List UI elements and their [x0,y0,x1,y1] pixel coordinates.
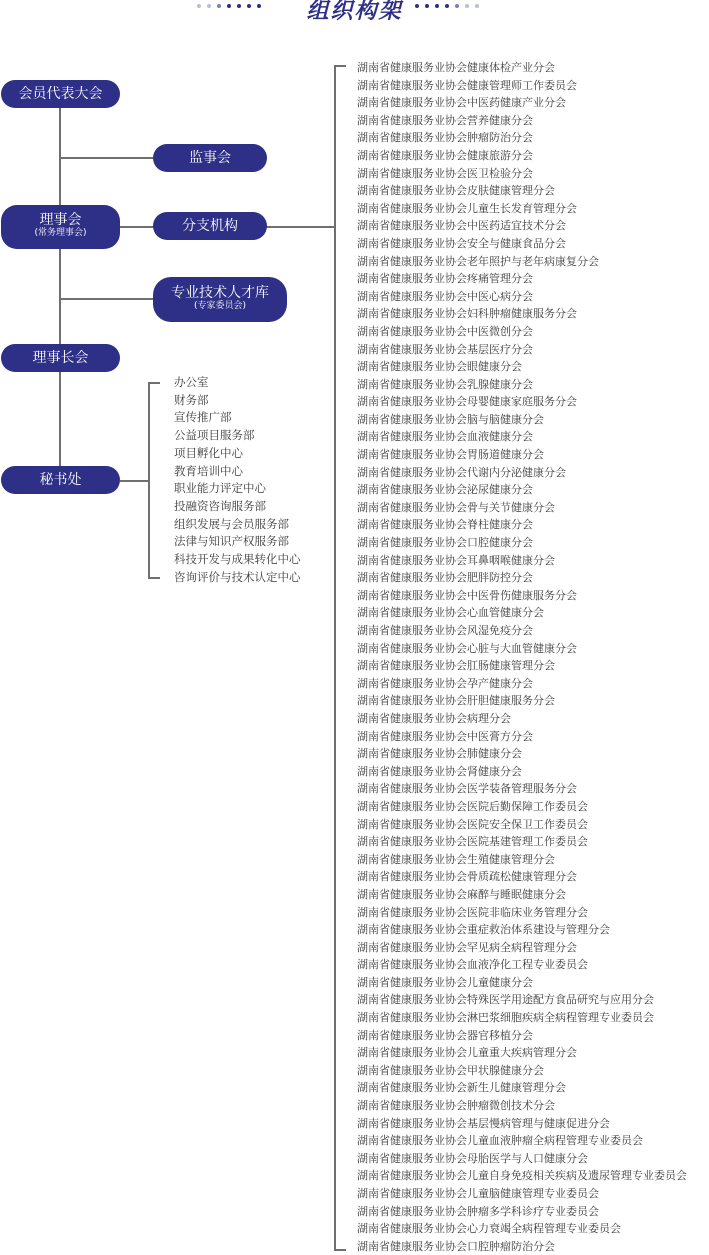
branch-organization-list [357,59,687,1255]
branch-item: 湖南省健康服务业协会脊柱健康分会 [357,518,533,532]
department-item: 职业能力评定中心 [174,481,266,496]
department-item: 办公室 [174,375,209,389]
branch-item: 湖南省健康服务业协会淋巴浆细胞疾病全病程管理专业委员会 [357,1011,654,1025]
branches-label: 分支机构 [182,218,238,234]
council-label: 理事会 [39,212,82,228]
branch-item: 湖南省健康服务业协会疼痛管理分会 [357,272,533,286]
talent-pool-sublabel: (专家委员会) [193,301,247,311]
department-item: 投融资咨询服务部 [174,498,266,513]
connector-talent-pool [59,298,154,300]
branch-item: 湖南省健康服务业协会健康体检产业分会 [357,61,555,74]
page-title: 组织构架 [306,0,403,24]
secretariat-bracket [148,382,150,578]
branch-item: 湖南省健康服务业协会中医心病分会 [357,289,533,303]
branch-item: 湖南省健康服务业协会耳鼻咽喉健康分会 [357,553,555,567]
branch-item: 湖南省健康服务业协会中医药适宜技术分会 [357,219,566,233]
branch-item: 湖南省健康服务业协会中医膏方分会 [357,729,533,743]
branch-item: 湖南省健康服务业协会肿瘤微创技术分会 [357,1099,555,1113]
connector-secretariat [120,480,149,482]
branch-item: 湖南省健康服务业协会泌尿健康分会 [357,483,533,497]
branch-item: 湖南省健康服务业协会特殊医学用途配方食品研究与应用分会 [357,993,654,1007]
secretariat-node [1,466,120,494]
branch-bracket-top [334,65,346,67]
council-sublabel: (常务理事会) [34,228,87,238]
branch-item: 湖南省健康服务业协会儿童脑健康管理专业委员会 [357,1187,599,1200]
branch-item: 湖南省健康服务业协会肛肠健康管理分会 [357,659,555,673]
branch-item: 湖南省健康服务业协会心力衰竭全病程管理专业委员会 [357,1222,621,1236]
branch-item: 湖南省健康服务业协会血液健康分会 [357,430,533,444]
title-bar [0,0,709,26]
chairman-meeting-node [1,344,120,372]
branch-item: 湖南省健康服务业协会肥胖防控分会 [357,571,533,585]
branch-item: 湖南省健康服务业协会胃肠道健康分会 [357,448,544,462]
branch-item: 湖南省健康服务业协会中医微创分会 [357,324,533,338]
branch-item: 湖南省健康服务业协会皮肤健康管理分会 [357,184,555,198]
department-item: 公益项目服务部 [174,428,255,443]
branch-item: 湖南省健康服务业协会妇科肿瘤健康服务分会 [357,307,577,321]
branch-item: 湖南省健康服务业协会母胎医学与人口健康分会 [357,1151,588,1165]
branch-item: 湖南省健康服务业协会口腔健康分会 [357,536,533,550]
secretariat-bracket-top [148,382,160,384]
branch-item: 湖南省健康服务业协会老年照护与老年病康复分会 [357,254,599,268]
secretariat-bracket-bottom [148,577,160,579]
branch-item: 湖南省健康服务业协会中医骨伤健康服务分会 [357,588,577,602]
department-item: 法律与知识产权服务部 [174,534,289,549]
chairman-meeting-label: 理事长会 [32,350,89,366]
connector-council-branches [118,226,154,228]
branch-item: 湖南省健康服务业协会营养健康分会 [357,113,533,127]
supervisory-board-node [153,144,267,172]
branches-node [153,212,267,240]
branch-item: 湖南省健康服务业协会口腔肿瘤防治分会 [357,1239,555,1253]
branch-item: 湖南省健康服务业协会甲状腺健康分会 [357,1063,544,1077]
branch-item: 湖南省健康服务业协会基层慢病管理与健康促进分会 [357,1116,610,1130]
branch-item: 湖南省健康服务业协会风湿免疫分会 [357,624,533,637]
department-item: 组织发展与会员服务部 [174,516,289,531]
branch-item: 湖南省健康服务业协会肿瘤防治分会 [357,131,533,145]
branch-item: 湖南省健康服务业协会肿瘤多学科诊疗专业委员会 [357,1204,599,1218]
branch-item: 湖南省健康服务业协会儿童重大疾病管理分会 [357,1046,577,1060]
branch-item: 湖南省健康服务业协会肾健康分会 [357,764,522,778]
department-item: 教育培训中心 [174,463,243,478]
branch-item: 湖南省健康服务业协会器官移植分会 [357,1028,533,1042]
branch-item: 湖南省健康服务业协会孕产健康分会 [357,676,533,690]
branch-item: 湖南省健康服务业协会安全与健康食品分会 [357,236,566,250]
branch-item: 湖南省健康服务业协会医卫检验分会 [357,166,533,180]
branch-item: 湖南省健康服务业协会肝胆健康服务分会 [357,694,555,708]
department-item: 宣传推广部 [174,410,232,425]
branch-item: 湖南省健康服务业协会中医药健康产业分会 [357,96,566,110]
connector-supervisory [59,157,154,159]
branch-item: 湖南省健康服务业协会代谢内分泌健康分会 [357,465,566,479]
branch-item: 湖南省健康服务业协会母婴健康家庭服务分会 [357,395,577,409]
branch-item: 湖南省健康服务业协会骨质疏松健康管理分会 [357,870,577,884]
department-item: 项目孵化中心 [174,445,243,460]
secretariat-label: 秘书处 [39,472,82,488]
connector-branches-list [266,226,335,228]
branch-item: 湖南省健康服务业协会脑与脑健康分会 [357,412,544,426]
branch-item: 湖南省健康服务业协会肺健康分会 [357,747,522,761]
branch-item: 湖南省健康服务业协会医院安全保卫工作委员会 [357,817,588,831]
member-congress-node [1,80,120,108]
branch-item: 湖南省健康服务业协会生殖健康管理分会 [357,852,555,866]
branch-item: 湖南省健康服务业协会儿童血液肿瘤全病程管理专业委员会 [357,1134,643,1148]
branch-item: 湖南省健康服务业协会医院非临床业务管理分会 [357,905,588,919]
branch-item: 湖南省健康服务业协会骨与关节健康分会 [357,500,555,514]
department-item: 科技开发与成果转化中心 [174,552,301,567]
branch-bracket-bottom [334,1249,346,1251]
branch-item: 湖南省健康服务业协会医学装备管理服务分会 [357,782,577,796]
branch-item: 湖南省健康服务业协会重症救治体系建设与管理分会 [357,923,610,937]
branch-item: 湖南省健康服务业协会基层医疗分会 [357,342,533,356]
branch-item: 湖南省健康服务业协会新生儿健康管理分会 [357,1081,566,1095]
branch-item: 湖南省健康服务业协会心脏与大血管健康分会 [357,641,577,655]
talent-pool-node [153,277,287,322]
council-node [1,205,120,249]
branch-item: 湖南省健康服务业协会乳腺健康分会 [357,377,533,391]
department-item: 财务部 [174,392,209,407]
branch-item: 湖南省健康服务业协会心血管健康分会 [357,606,544,620]
branch-item: 湖南省健康服务业协会儿童健康分会 [357,975,533,989]
branch-item: 湖南省健康服务业协会麻醉与睡眠健康分会 [357,887,566,901]
secretariat-department-list [174,374,301,586]
talent-pool-label: 专业技术人才库 [171,285,269,301]
branch-item: 湖南省健康服务业协会医院基建管理工作委员会 [357,835,588,849]
branch-item: 湖南省健康服务业协会医院后勤保障工作委员会 [357,799,588,813]
supervisory-board-label: 监事会 [189,150,231,166]
branch-item: 湖南省健康服务业协会儿童生长发育管理分会 [357,201,577,215]
branch-item: 湖南省健康服务业协会健康旅游分会 [357,148,533,162]
branch-bracket [334,65,336,1250]
branch-item: 湖南省健康服务业协会罕见病全病程管理分会 [357,940,577,954]
main-trunk-line [59,104,61,480]
branch-item: 湖南省健康服务业协会健康管理师工作委员会 [357,78,577,92]
right-dots-decoration [412,4,482,20]
branch-item: 湖南省健康服务业协会儿童自身免疫相关疾病及遗尿管理专业委员会 [357,1169,687,1183]
branch-item: 湖南省健康服务业协会血液净化工程专业委员会 [357,958,588,972]
department-item: 咨询评价与技术认定中心 [174,569,301,584]
branch-item: 湖南省健康服务业协会病理分会 [357,711,511,725]
member-congress-label: 会员代表大会 [18,86,103,102]
branch-item: 湖南省健康服务业协会眼健康分会 [357,360,522,374]
